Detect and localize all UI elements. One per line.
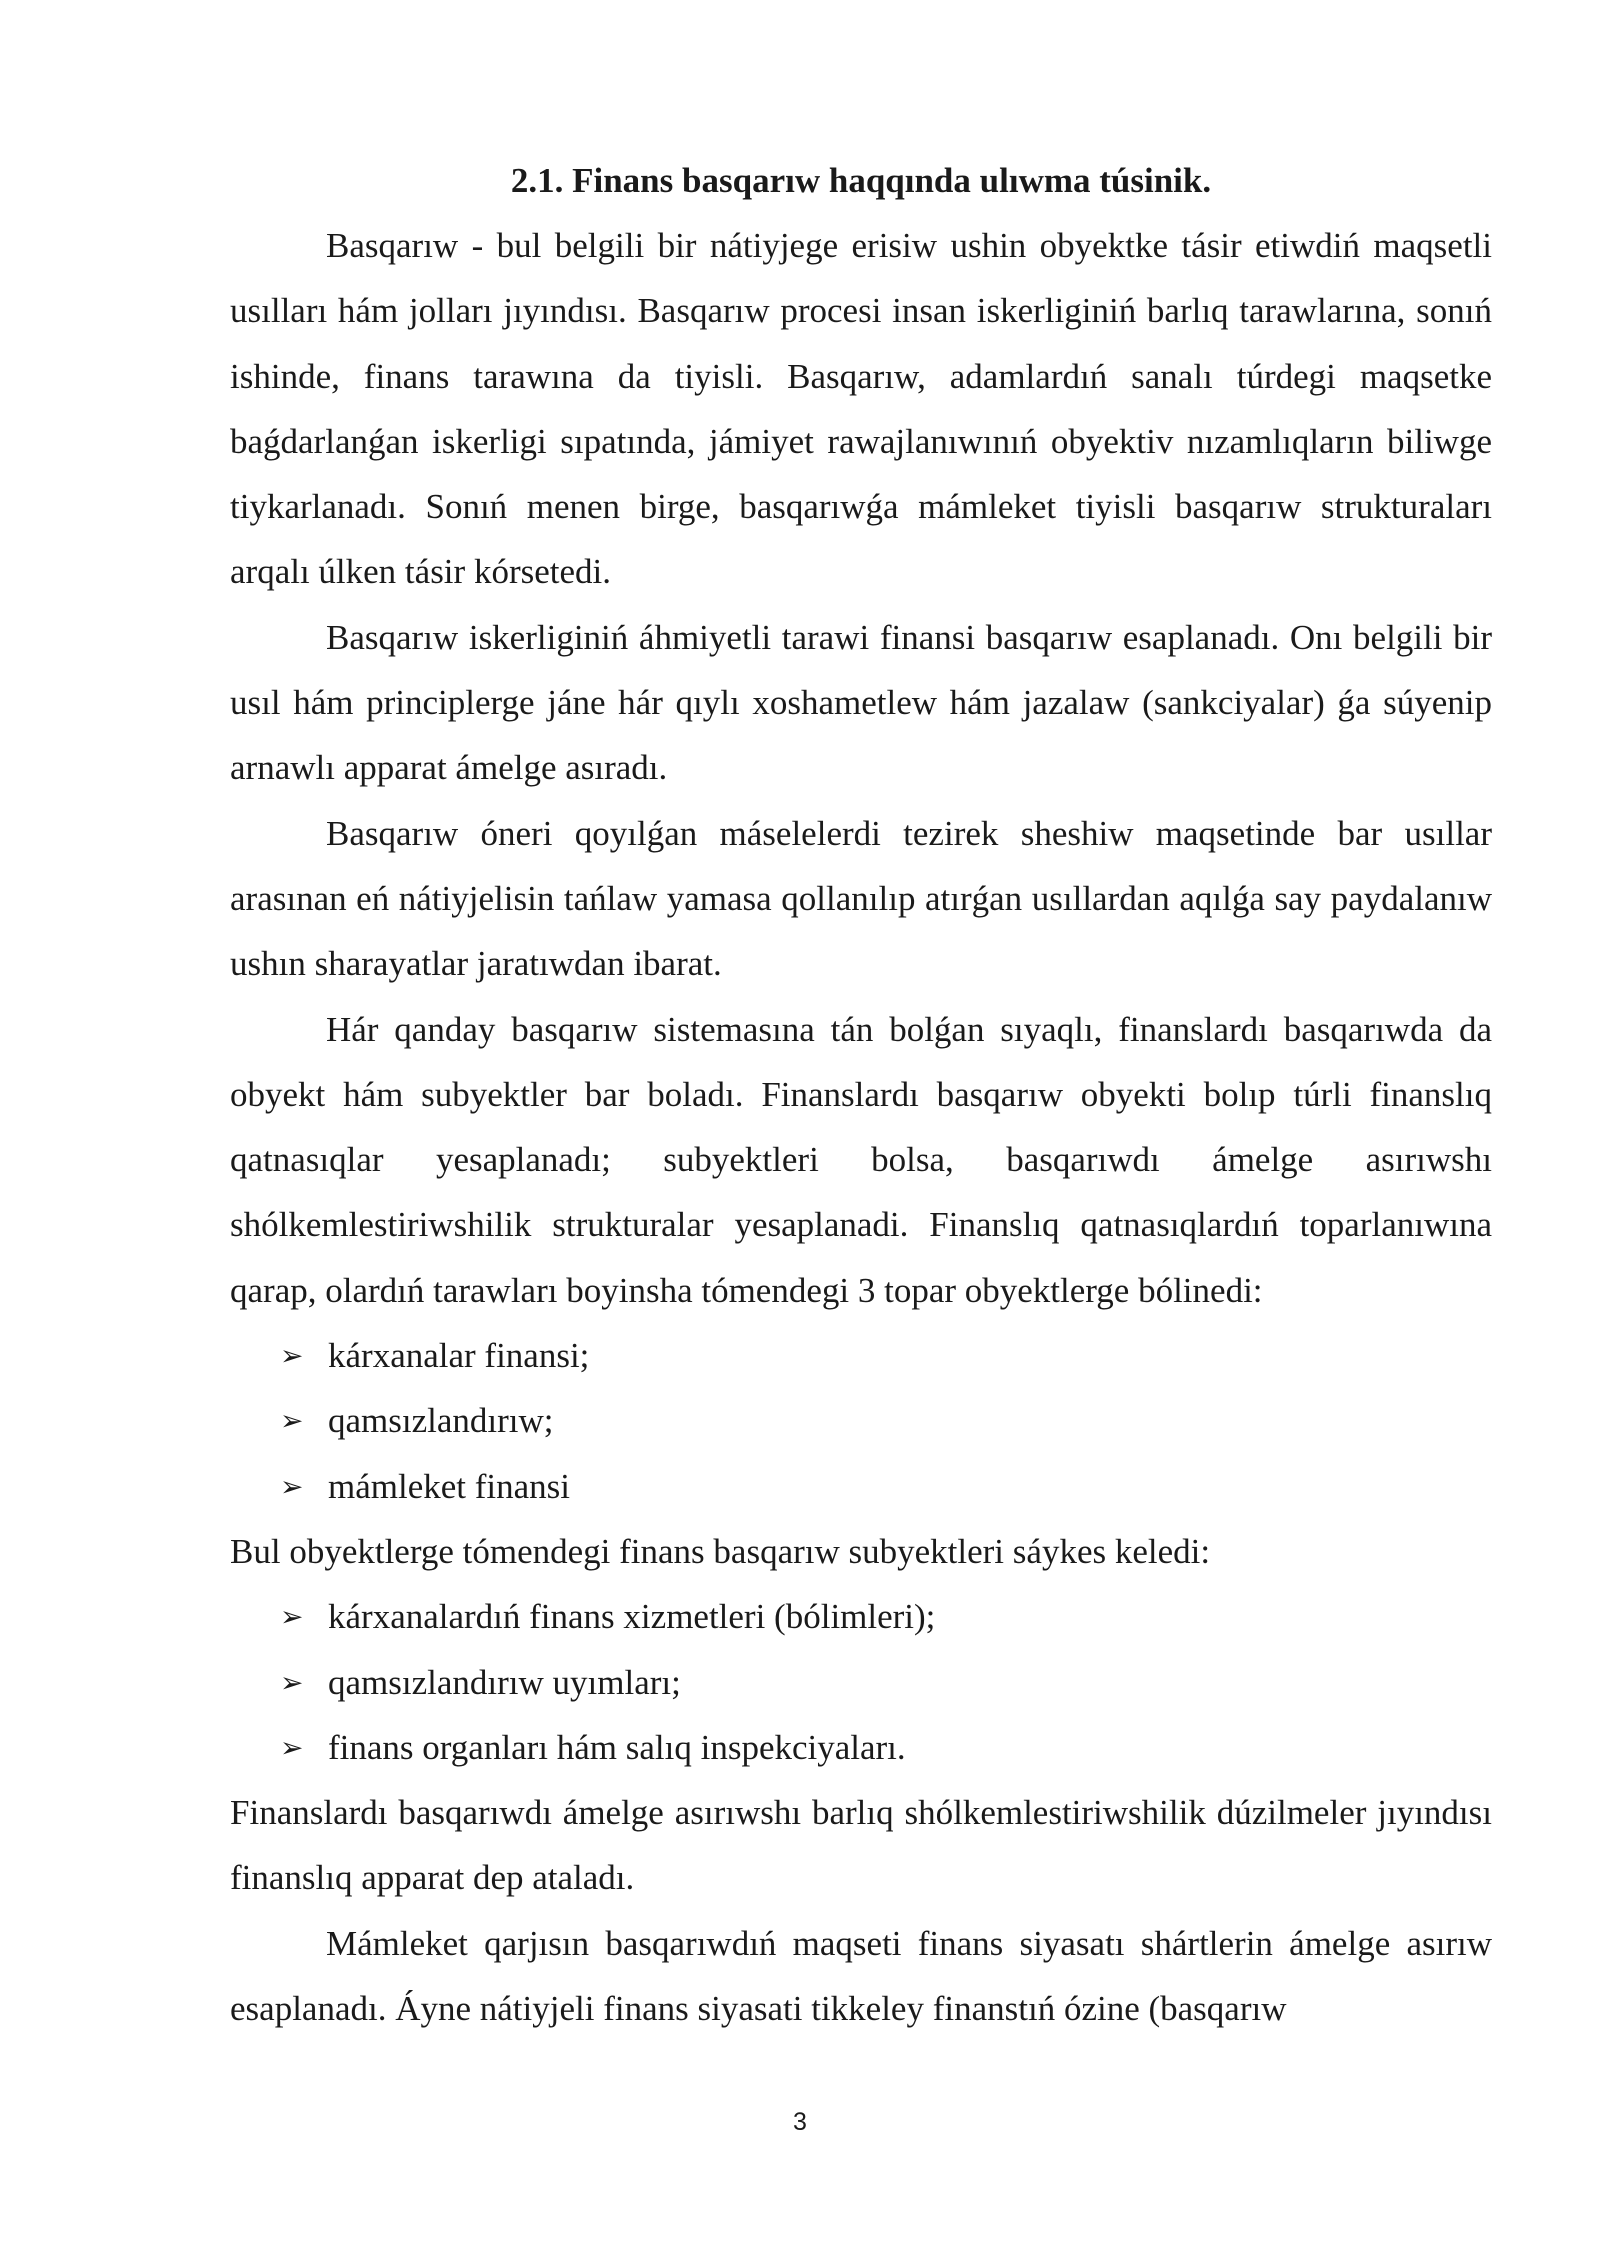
list-item-text: kárxanalardıń finans xizmetleri (bólimleri); xyxy=(328,1597,936,1637)
arrow-bullet-icon: ➢ xyxy=(280,1404,304,1438)
document-page xyxy=(230,148,1492,2041)
arrow-bullet-icon: ➢ xyxy=(280,1469,304,1503)
paragraph-objects-subjects: Hár qanday basqarıw sistemasına tán bolǵan sıyaqlı, finanslardı basqarıwda da obyekt hám subyektler bar boladı. Finanslardı basqarıw obyekti bolıp túrli finanslıq qatnasıqlar yesaplanadı; subyektleri bolsa, basqarıwdı ámelge asırıwshı shólkemlestiriwshilik strukturalar yesaplanadi. Finanslıq qatnasıqlardıń toparlanıwına qarap, olardıń tarawları boyinsha tómendegi 3 topar obyektlerge bólinedi: xyxy=(230,1009,1492,1310)
paragraph-management-art: Basqarıw óneri qoyılǵan máselelerdi tezirek sheshiw maqsetinde bar usıllar arasınan eń nátiyjelisin tańlaw yamasa qollanılıp atırǵan usıllardan aqılǵa say paydalanıw ushın sharayatlar jaratıwdan ibarat. xyxy=(230,813,1492,984)
list-item-text: qamsızlandırıw; xyxy=(328,1401,554,1441)
list-item xyxy=(230,1715,1492,1780)
list-item xyxy=(230,1584,1492,1649)
list-item xyxy=(230,1650,1492,1715)
objects-list xyxy=(230,1323,1492,1519)
list-item xyxy=(230,1323,1492,1388)
list-item-text: mámleket finansi xyxy=(328,1466,571,1506)
list-item-text: qamsızlandırıw uyımları; xyxy=(328,1662,681,1702)
arrow-bullet-icon: ➢ xyxy=(280,1339,304,1373)
paragraph-state-finance-goal: Mámleket qarjısın basqarıwdıń maqseti finans siyasatı shártlerin ámelge asırıw esaplanadı. Áyne nátiyjeli finans siyasati tikkeley finanstıń ózine (basqarıw xyxy=(230,1923,1492,2029)
subjects-intro: Bul obyektlerge tómendegi finans basqarıw subyektleri sáykes keledi: xyxy=(230,1531,1211,1571)
paragraph-management-definition: Basqarıw - bul belgili bir nátiyjege erisiw ushin obyektke tásir etiwdiń maqsetli usılları hám jolları jıyındısı. Basqarıw procesi insan iskerliginiń barlıq tarawlarına, sonıń ishinde, finans tarawına da tiyisli. Basqarıw, adamlardıń sanalı túrdegi maqsetke baǵdarlanǵan iskerligi sıpatında, jámiyet rawajlanıwınıń obyektiv nızamlıqların biliwge tiykarlanadı. Sonıń menen birge, basqarıwǵa mámleket tiyisli basqarıw strukturaları arqalı úlken tásir kórsetedi. xyxy=(230,226,1492,592)
list-item xyxy=(230,1388,1492,1453)
subjects-list xyxy=(230,1584,1492,1780)
list-item-text: kárxanalar finansi; xyxy=(328,1336,590,1376)
list-item xyxy=(230,1454,1492,1519)
paragraph-financial-management: Basqarıw iskerliginiń áhmiyetli tarawi finansi basqarıw esaplanadı. Onı belgili bir usıl hám principlerge jáne hár qıylı xoshametlew hám jazalaw (sankciyalar) ǵa súyenip arnawlı apparat ámelge asıradı. xyxy=(230,617,1492,788)
arrow-bullet-icon: ➢ xyxy=(280,1600,304,1634)
section-heading: 2.1. Finans basqarıw haqqında ulıwma túsinik. xyxy=(510,161,1212,200)
page-number: 3 xyxy=(793,2108,807,2136)
arrow-bullet-icon: ➢ xyxy=(280,1665,304,1699)
paragraph-financial-apparatus: Finanslardı basqarıwdı ámelge asırıwshı barlıq shólkemlestiriwshilik dúzilmeler jıyındısı finanslıq apparat dep ataladı. xyxy=(230,1793,1492,1898)
arrow-bullet-icon: ➢ xyxy=(280,1730,304,1764)
list-item-text: finans organları hám salıq inspekciyaları. xyxy=(328,1727,906,1767)
